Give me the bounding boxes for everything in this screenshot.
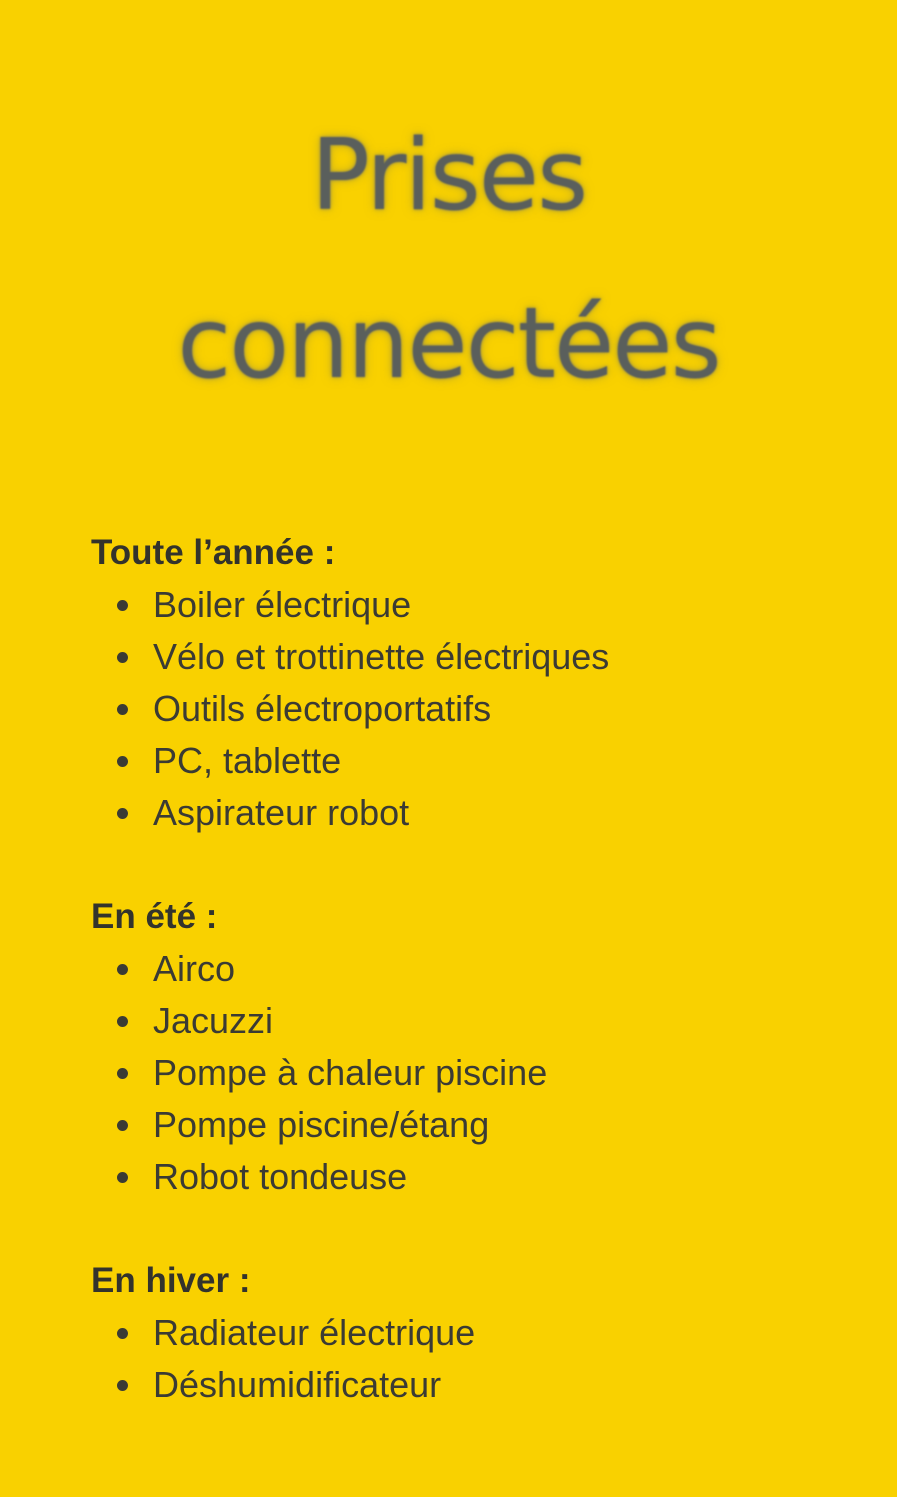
section-heading-winter: En hiver : [91, 1261, 251, 1300]
page-title-line-1: Prises [310, 119, 587, 233]
list-item: Jacuzzi [153, 995, 851, 1047]
page-title [0, 92, 897, 428]
list-winter [91, 1307, 851, 1411]
section-summer [91, 891, 851, 1203]
appliance-list [91, 527, 851, 1463]
section-year-round [91, 527, 851, 839]
list-item: Pompe piscine/étang [153, 1099, 851, 1151]
section-winter [91, 1255, 851, 1411]
section-heading-year-round: Toute l’année : [91, 533, 336, 572]
list-item: Vélo et trottinette électriques [153, 631, 851, 683]
page-title-line-2: connectées [177, 287, 720, 401]
list-item: Aspirateur robot [153, 787, 851, 839]
list-item: PC, tablette [153, 735, 851, 787]
list-item: Airco [153, 943, 851, 995]
list-item: Radiateur électrique [153, 1307, 851, 1359]
list-year-round [91, 579, 851, 839]
list-item: Déshumidificateur [153, 1359, 851, 1411]
list-item: Pompe à chaleur piscine [153, 1047, 851, 1099]
list-item: Boiler électrique [153, 579, 851, 631]
list-item: Robot tondeuse [153, 1151, 851, 1203]
list-summer [91, 943, 851, 1203]
list-item: Outils électroportatifs [153, 683, 851, 735]
section-heading-summer: En été : [91, 897, 218, 936]
